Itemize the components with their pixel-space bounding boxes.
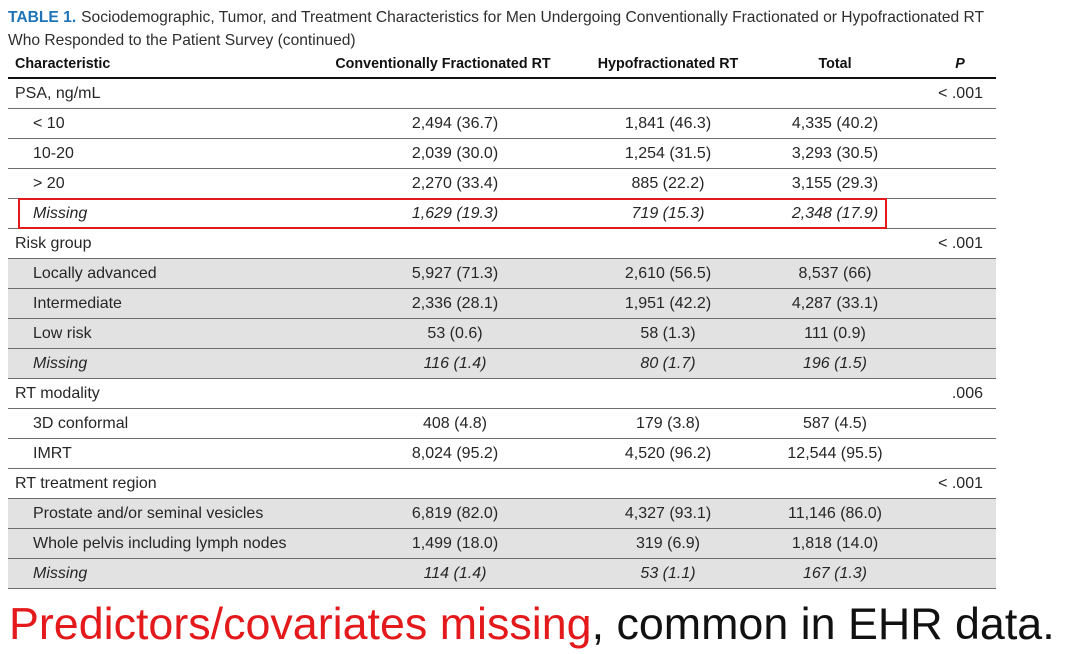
table-row: [8, 289, 996, 319]
hypofractionated-value: 80 (1.7): [640, 354, 696, 372]
total-value: 167 (1.3): [802, 564, 868, 582]
header-hypofractionated: Hypofractionated RT: [597, 55, 739, 72]
p-value: < .001: [938, 234, 983, 252]
row-label: Whole pelvis including lymph nodes: [33, 534, 287, 552]
table-row: [8, 139, 996, 169]
conventional-value: 114 (1.4): [423, 564, 487, 582]
row-label: IMRT: [33, 444, 72, 462]
hypofractionated-value: 885 (22.2): [631, 174, 705, 192]
p-value: < .001: [938, 474, 983, 492]
total-value: 8,537 (66): [798, 264, 872, 282]
header-p: P: [955, 55, 965, 72]
hypofractionated-value: 1,254 (31.5): [624, 144, 712, 162]
header-characteristic: Characteristic: [15, 55, 111, 72]
category-label: PSA, ng/mL: [15, 84, 101, 102]
conventional-value: 1,629 (19.3): [411, 204, 499, 222]
p-value: < .001: [938, 84, 983, 102]
table-row: [8, 169, 996, 199]
hypofractionated-value: 1,841 (46.3): [624, 114, 712, 132]
hypofractionated-value: 58 (1.3): [640, 324, 696, 342]
row-label: Low risk: [33, 324, 92, 342]
category-row-rt-treatment-region: [8, 469, 996, 499]
conventional-value: 408 (4.8): [422, 414, 488, 432]
header-conventional: Conventionally Fractionated RT: [335, 55, 551, 72]
p-value: .006: [951, 384, 983, 402]
conventional-value: 6,819 (82.0): [411, 504, 499, 522]
table-title: [8, 6, 1072, 52]
total-value: 11,146 (86.0): [788, 504, 882, 522]
conventional-value: 2,336 (28.1): [411, 294, 499, 312]
row-label: > 20: [33, 174, 65, 192]
table-row: [8, 109, 996, 139]
conventional-value: 2,039 (30.0): [411, 144, 499, 162]
hypofractionated-value: 179 (3.8): [635, 414, 701, 432]
hypofractionated-value: 4,520 (96.2): [624, 444, 712, 462]
row-label: Missing: [33, 354, 88, 372]
table-row: [8, 529, 996, 559]
total-value: 12,544 (95.5): [787, 444, 883, 462]
row-label: Missing: [33, 204, 88, 222]
conventional-value: 2,270 (33.4): [411, 174, 499, 192]
total-value: 196 (1.5): [802, 354, 868, 372]
row-label: Locally advanced: [33, 264, 157, 282]
table-title-line-2: Who Responded to the Patient Survey (continued): [8, 32, 356, 49]
table-row: [8, 409, 996, 439]
total-value: 4,335 (40.2): [791, 114, 879, 132]
row-label: Missing: [33, 564, 88, 582]
category-label: RT modality: [15, 384, 100, 402]
slide-caption: [9, 599, 1055, 649]
category-row-risk-group: [8, 229, 996, 259]
conventional-value: 8,024 (95.2): [411, 444, 499, 462]
caption-highlight: Predictors/covariates missing: [9, 599, 592, 649]
characteristics-table: [8, 50, 996, 589]
conventional-value: 1,499 (18.0): [411, 534, 499, 552]
row-label: Prostate and/or seminal vesicles: [33, 504, 264, 522]
table-row-missing: [8, 559, 996, 589]
total-value: 4,287 (33.1): [791, 294, 879, 312]
hypofractionated-value: 2,610 (56.5): [624, 264, 712, 282]
conventional-value: 5,927 (71.3): [411, 264, 499, 282]
table-row: [8, 499, 996, 529]
header-total: Total: [818, 55, 852, 72]
table-title-text: Sociodemographic, Tumor, and Treatment Characteristics for Men Undergoing Conventionally Fractionated or Hypofractionated RT: [81, 9, 985, 26]
hypofractionated-value: 4,327 (93.1): [624, 504, 712, 522]
total-value: 587 (4.5): [802, 414, 868, 432]
category-label: RT treatment region: [15, 474, 157, 492]
total-value: 3,293 (30.5): [791, 144, 879, 162]
caption-rest: , common in EHR data.: [591, 599, 1055, 649]
table-row: [8, 319, 996, 349]
table-header-row: [8, 50, 996, 79]
table-label: TABLE 1.: [8, 9, 77, 26]
table-title-line-1: [8, 6, 1072, 29]
row-label: 10-20: [33, 144, 74, 162]
table-row-missing: [8, 349, 996, 379]
row-label: Intermediate: [33, 294, 122, 312]
total-value: 3,155 (29.3): [791, 174, 879, 192]
category-row-psa: [8, 79, 996, 109]
total-value: 2,348 (17.9): [791, 204, 879, 222]
hypofractionated-value: 1,951 (42.2): [624, 294, 712, 312]
hypofractionated-value: 53 (1.1): [640, 564, 696, 582]
conventional-value: 53 (0.6): [427, 324, 483, 342]
hypofractionated-value: 719 (15.3): [631, 204, 705, 222]
total-value: 111 (0.9): [804, 324, 866, 342]
conventional-value: 2,494 (36.7): [411, 114, 499, 132]
table-row: [8, 439, 996, 469]
hypofractionated-value: 319 (6.9): [635, 534, 701, 552]
total-value: 1,818 (14.0): [791, 534, 879, 552]
table-row: [8, 259, 996, 289]
row-label: < 10: [33, 114, 65, 132]
category-label: Risk group: [15, 234, 92, 252]
conventional-value: 116 (1.4): [423, 354, 487, 372]
missing-row-highlight-box: [18, 198, 887, 229]
row-label: 3D conformal: [33, 414, 129, 432]
category-row-rt-modality: [8, 379, 996, 409]
